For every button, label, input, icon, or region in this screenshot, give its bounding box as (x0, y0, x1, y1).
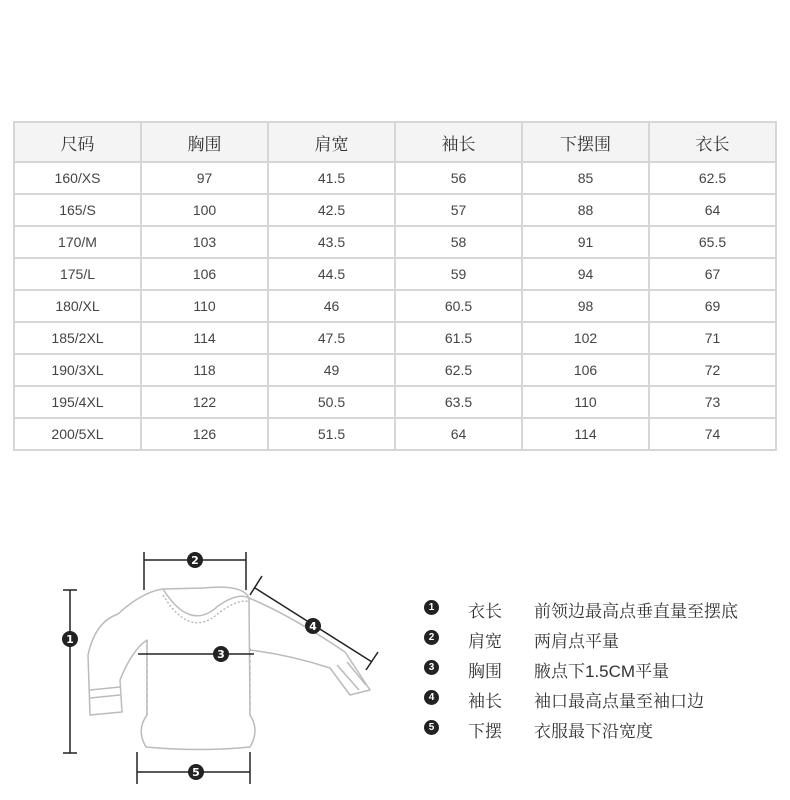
table-cell: 114 (522, 418, 649, 450)
table-cell: 43.5 (268, 226, 395, 258)
table-cell: 106 (141, 258, 268, 290)
table-cell: 58 (395, 226, 522, 258)
legend-description: 衣服最下沿宽度 (534, 722, 653, 741)
svg-text:2: 2 (191, 554, 199, 567)
table-cell: 91 (522, 226, 649, 258)
table-body (14, 162, 776, 450)
sweater-measurement-diagram (50, 540, 390, 790)
legend-number: 3 (424, 660, 439, 675)
table-cell: 46 (268, 290, 395, 322)
table-cell: 110 (522, 386, 649, 418)
marker-2 (187, 552, 203, 568)
table-cell: 57 (395, 194, 522, 226)
table-row (14, 354, 776, 386)
legend-number: 5 (424, 720, 439, 735)
svg-text:1: 1 (66, 633, 74, 646)
svg-text:4: 4 (309, 620, 317, 633)
table-row (14, 226, 776, 258)
legend-description: 袖口最高点量至袖口边 (534, 692, 704, 711)
table-cell: 50.5 (268, 386, 395, 418)
table-row (14, 162, 776, 194)
table-cell: 71 (649, 322, 776, 354)
table-cell: 41.5 (268, 162, 395, 194)
table-cell: 85 (522, 162, 649, 194)
legend-number: 2 (424, 630, 439, 645)
table-cell: 114 (141, 322, 268, 354)
table-cell: 94 (522, 258, 649, 290)
table-cell: 106 (522, 354, 649, 386)
table-cell: 60.5 (395, 290, 522, 322)
table-cell: 62.5 (649, 162, 776, 194)
legend-name: 袖长 (468, 692, 502, 711)
legend-description: 两肩点平量 (534, 632, 619, 651)
table-cell: 73 (649, 386, 776, 418)
table-cell: 180/XL (14, 290, 141, 322)
table-cell: 100 (141, 194, 268, 226)
table-row (14, 386, 776, 418)
legend-description: 腋点下1.5CM平量 (534, 662, 670, 681)
table-cell: 110 (141, 290, 268, 322)
table-cell: 56 (395, 162, 522, 194)
column-header: 下摆围 (522, 122, 649, 162)
table-cell: 97 (141, 162, 268, 194)
table-cell: 88 (522, 194, 649, 226)
marker-5 (188, 764, 204, 780)
table-cell: 61.5 (395, 322, 522, 354)
table-cell: 44.5 (268, 258, 395, 290)
table-header-row (14, 122, 776, 162)
table-cell: 62.5 (395, 354, 522, 386)
legend-name: 肩宽 (468, 632, 502, 651)
table-cell: 170/M (14, 226, 141, 258)
legend-number: 1 (424, 600, 439, 615)
table-cell: 103 (141, 226, 268, 258)
table-cell: 190/3XL (14, 354, 141, 386)
table-cell: 65.5 (649, 226, 776, 258)
table-cell: 200/5XL (14, 418, 141, 450)
table-cell: 195/4XL (14, 386, 141, 418)
table-cell: 185/2XL (14, 322, 141, 354)
size-table (13, 121, 777, 451)
table-cell: 67 (649, 258, 776, 290)
table-cell: 175/L (14, 258, 141, 290)
table-cell: 72 (649, 354, 776, 386)
table-cell: 64 (649, 194, 776, 226)
table-cell: 42.5 (268, 194, 395, 226)
table-cell: 49 (268, 354, 395, 386)
table-cell: 165/S (14, 194, 141, 226)
legend-name: 下摆 (468, 722, 502, 741)
svg-text:3: 3 (217, 648, 225, 661)
marker-1 (62, 631, 78, 647)
table-cell: 160/XS (14, 162, 141, 194)
table-cell: 59 (395, 258, 522, 290)
table-cell: 122 (141, 386, 268, 418)
table-cell: 118 (141, 354, 268, 386)
column-header: 肩宽 (268, 122, 395, 162)
marker-4 (305, 618, 321, 634)
svg-text:5: 5 (192, 766, 200, 779)
table-cell: 63.5 (395, 386, 522, 418)
column-header: 袖长 (395, 122, 522, 162)
table-row (14, 290, 776, 322)
column-header: 衣长 (649, 122, 776, 162)
column-header: 胸围 (141, 122, 268, 162)
legend-name: 胸围 (468, 662, 502, 681)
column-header: 尺码 (14, 122, 141, 162)
table-row (14, 258, 776, 290)
legend-number: 4 (424, 690, 439, 705)
table-cell: 102 (522, 322, 649, 354)
marker-3 (213, 646, 229, 662)
table-cell: 98 (522, 290, 649, 322)
table-cell: 51.5 (268, 418, 395, 450)
table-cell: 69 (649, 290, 776, 322)
sweater-outline (88, 587, 370, 749)
table-row (14, 322, 776, 354)
table-row (14, 194, 776, 226)
table-row (14, 418, 776, 450)
table-cell: 47.5 (268, 322, 395, 354)
legend-name: 衣长 (468, 602, 502, 621)
table-cell: 126 (141, 418, 268, 450)
table-cell: 74 (649, 418, 776, 450)
table-cell: 64 (395, 418, 522, 450)
legend-description: 前领边最高点垂直量至摆底 (534, 602, 738, 621)
